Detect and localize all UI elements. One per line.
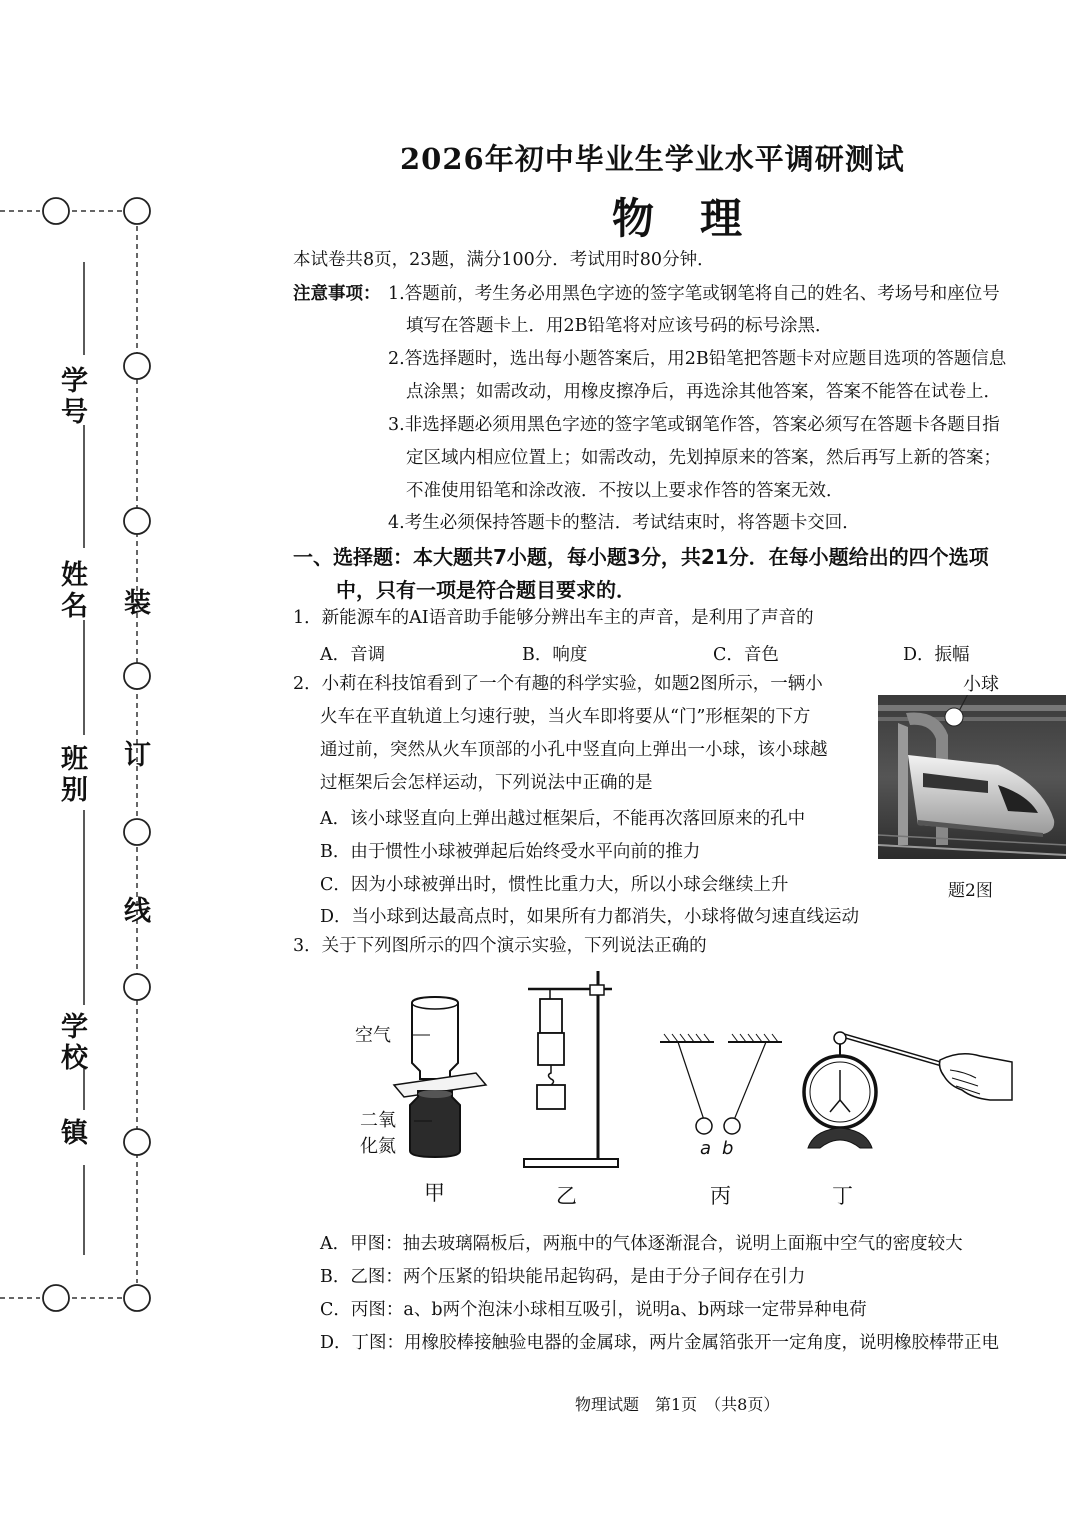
subject-title: 物理	[612, 194, 789, 243]
label-air: 空气	[355, 1025, 391, 1046]
notice-line: 1.答题前，考生务必用黑色字迹的签字笔或钢笔将自己的姓名、考场号和座位号	[388, 284, 1000, 304]
margin-circle	[124, 508, 150, 534]
exam-title: 2026年初中毕业生学业水平调研测试	[400, 142, 905, 176]
cut-word: 装	[124, 588, 151, 619]
question-2-stem: 通过前，突然从火车顶部的小孔中竖直向上弹出一小球，该小球越	[320, 740, 828, 760]
page-footer: 物理试题 第1页 （共8页）	[575, 1395, 780, 1414]
section-heading: 一、选择题：本大题共7小题，每小题3分，共21分．在每小题给出的四个选项	[293, 545, 989, 569]
margin-label-student-id: 学号	[56, 366, 87, 428]
notice-line: 2.答选择题时，选出每小题答案后，用2B铅笔把答题卡对应题目选项的答题信息	[388, 349, 1007, 369]
figure-ball-label: 小球	[963, 674, 999, 695]
q3-option-d: D．丁图：用橡胶棒接触验电器的金属球，两片金属箔张开一定角度，说明橡胶棒带正电	[320, 1333, 1000, 1353]
q2-option-a: A．该小球竖直向上弹出越过框架后，不能再次落回原来的孔中	[320, 809, 806, 829]
margin-circle	[124, 819, 150, 845]
q2-option-c: C．因为小球被弹出时，惯性比重力大，所以小球会继续上升	[320, 875, 789, 895]
q2-option-b: B．由于惯性小球被弹起后始终受水平向前的推力	[320, 842, 701, 862]
question-2-stem: 火车在平直轨道上匀速行驶，当火车即将要从“门”形框架的下方	[320, 707, 811, 727]
q1-option-b: B．响度	[522, 645, 588, 665]
q3-option-b: B．乙图：两个压紧的铅块能吊起钩码，是由于分子间存在引力	[320, 1267, 806, 1287]
question-1-stem: 1．新能源车的AI语音助手能够分辨出车主的声音，是利用了声音的	[293, 608, 814, 628]
binding-margin	[0, 0, 180, 1527]
margin-circle	[124, 663, 150, 689]
notice-line: 不准使用铅笔和涂改液．不按以上要求作答的答案无效．	[406, 481, 844, 501]
notice-line: 点涂黑；如需改动，用橡皮擦净后，再选涂其他答案，答案不能答在试卷上．	[406, 382, 1001, 402]
margin-circle	[124, 198, 150, 224]
cut-word: 线	[124, 896, 151, 927]
figure-caption: 题2图	[948, 881, 993, 901]
question-3-stem: 3．关于下列图所示的四个演示实验，下列说法正确的	[293, 936, 707, 956]
q3-option-a: A．甲图：抽去玻璃隔板后，两瓶中的气体逐渐混合，说明上面瓶中空气的密度较大	[320, 1234, 963, 1254]
label-ball-b: b	[722, 1138, 734, 1159]
figure-name-yi: 乙	[556, 1184, 577, 1208]
label-no2: 二氧	[360, 1110, 396, 1131]
q2-option-d: D．当小球到达最高点时，如果所有力都消失，小球将做匀速直线运动	[320, 907, 860, 927]
q1-option-c: C．音色	[713, 645, 779, 665]
notice-line: 3.非选择题必须用黑色字迹的签字笔或钢笔作答，答案必须写在答题卡各题目指	[388, 415, 1000, 435]
notice-line: 填写在答题卡上．用2B铅笔将对应该号码的标号涂黑．	[406, 316, 833, 336]
notice-line: 4.考生必须保持答题卡的整洁．考试结束时，将答题卡交回．	[388, 513, 860, 533]
label-no2: 化氮	[360, 1136, 396, 1157]
label-ball-a: a	[700, 1138, 712, 1159]
q1-option-d: D．振幅	[903, 645, 970, 665]
margin-label-school: 学校	[56, 1012, 87, 1074]
margin-circle	[43, 198, 69, 224]
margin-circle	[124, 353, 150, 379]
electroscope-figure	[800, 1020, 1020, 1170]
q3-option-c: C．丙图：a、b两个泡沫小球相互吸引，说明a、b两球一定带异种电荷	[320, 1300, 867, 1320]
cut-word: 订	[124, 740, 151, 771]
lead-block-figure	[520, 965, 620, 1170]
figure-name-jia: 甲	[424, 1181, 445, 1205]
figure-name-bing: 丙	[710, 1184, 731, 1208]
margin-circle	[124, 1285, 150, 1311]
train-photo	[878, 695, 1066, 859]
margin-label-name: 姓名	[56, 560, 87, 622]
margin-circle	[124, 1129, 150, 1155]
margin-circle	[43, 1285, 69, 1311]
exam-summary: 本试卷共8页，23题，满分100分．考试用时80分钟．	[293, 250, 715, 270]
margin-circle	[124, 974, 150, 1000]
section-heading: 中，只有一项是符合题目要求的．	[336, 578, 636, 602]
figure-name-ding: 丁	[832, 1184, 853, 1208]
margin-label-class: 班别	[56, 744, 87, 806]
question-2-stem: 2．小莉在科技馆看到了一个有趣的科学实验，如题2图所示，一辆小	[293, 674, 823, 694]
q1-option-a: A．音调	[320, 645, 386, 665]
question-2-stem: 过框架后会怎样运动，下列说法中正确的是	[320, 773, 653, 793]
notice-line: 定区域内相应位置上；如需改动，先划掉原来的答案，然后再写上新的答案；	[406, 448, 1001, 468]
margin-label-town: 镇	[56, 1118, 87, 1149]
foam-balls-figure	[656, 1030, 786, 1140]
notice-label: 注意事项：	[293, 284, 381, 304]
